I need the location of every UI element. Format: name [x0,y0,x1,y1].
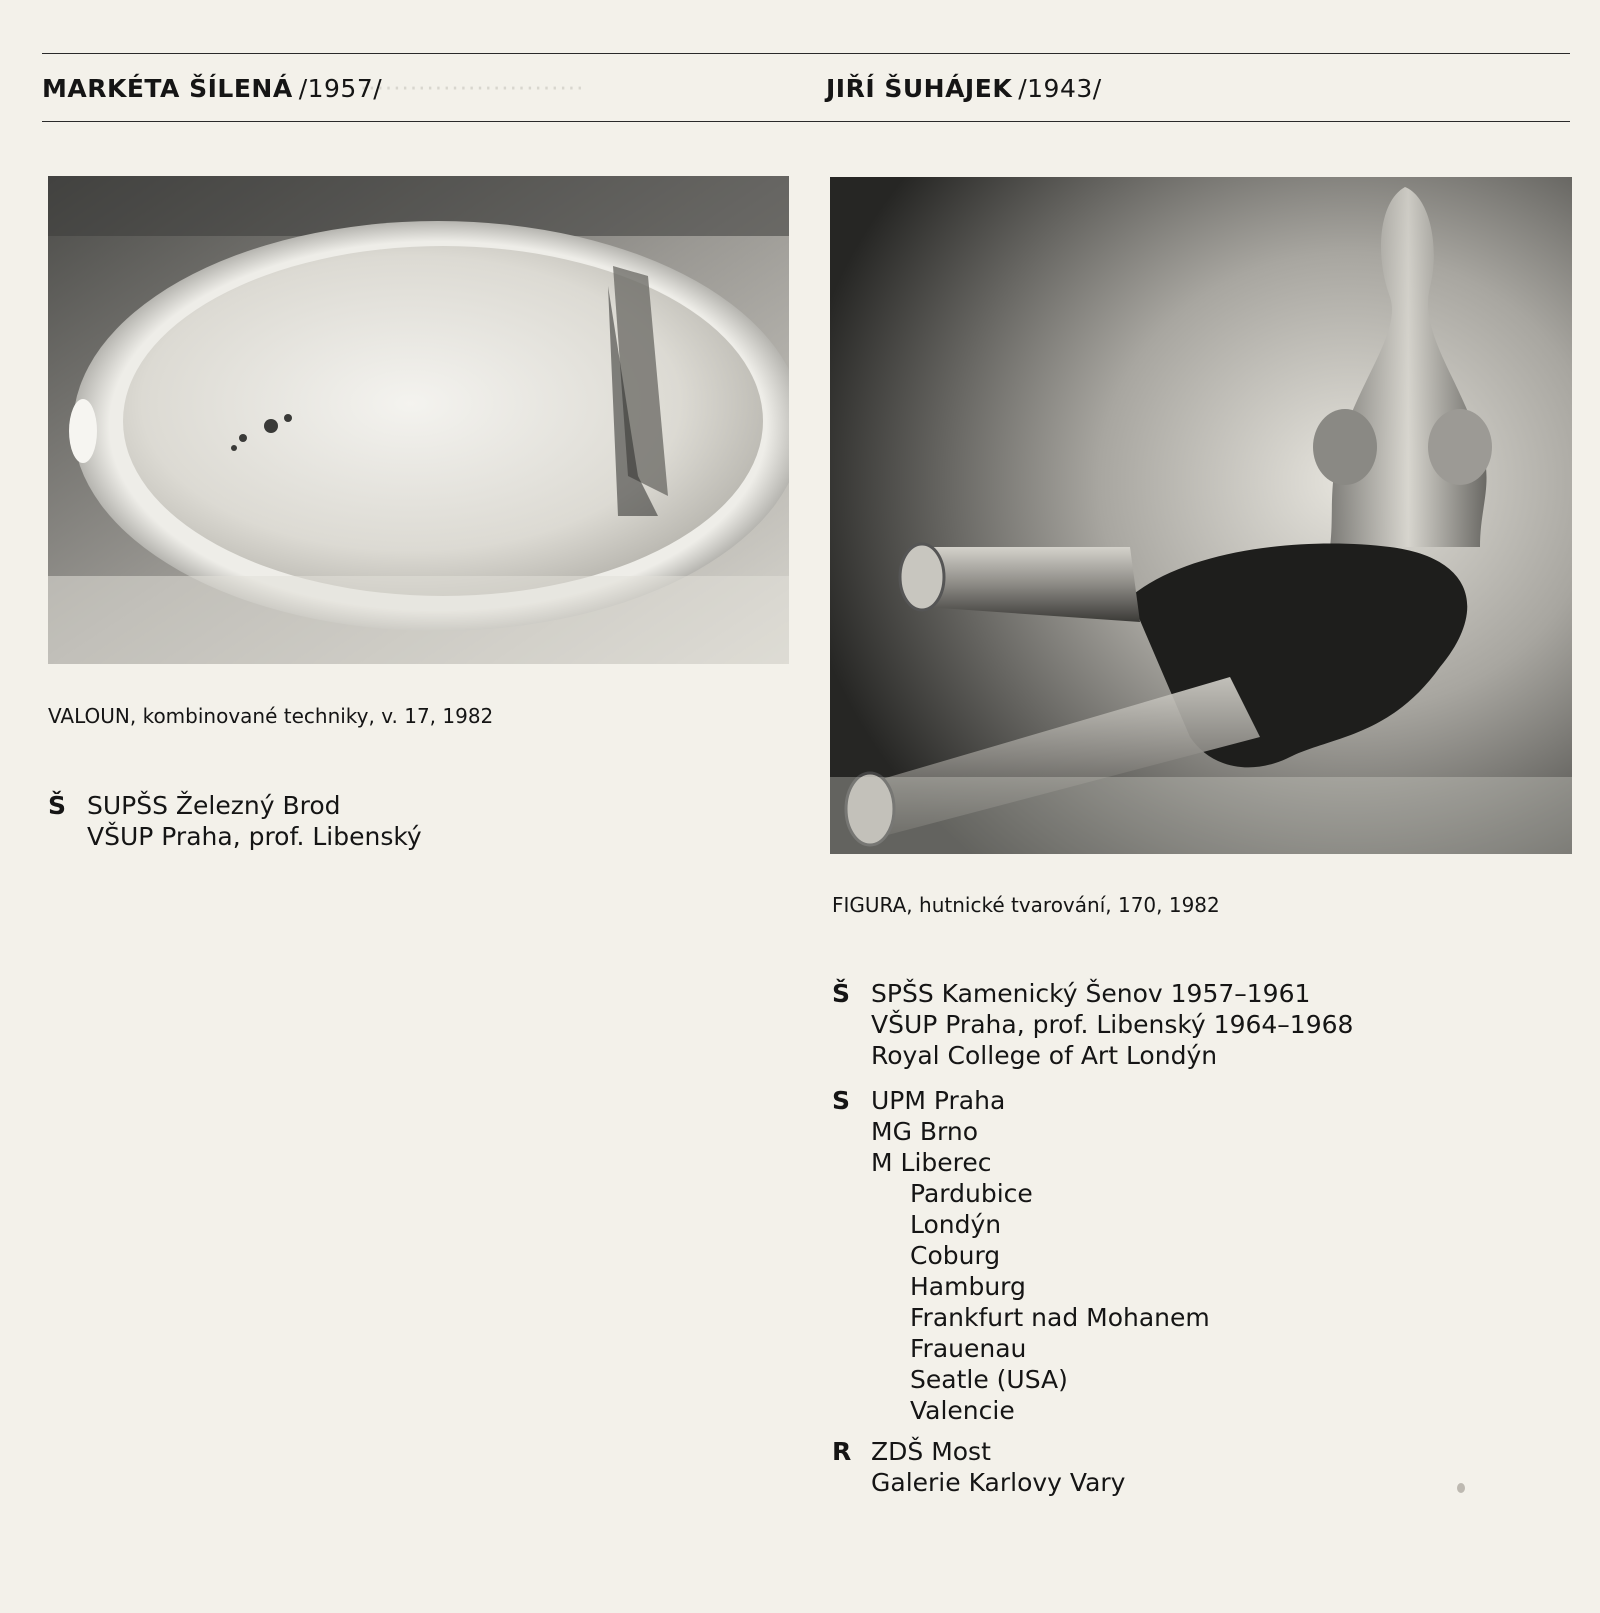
show-through-text: ··························· [360,76,585,102]
realization-item: Galerie Karlovy Vary [871,1468,1126,1497]
paper-speck [1457,1483,1465,1493]
collection-subitem: Hamburg [910,1272,1026,1301]
section-key: R [832,1437,852,1466]
collection-subitem: Frauenau [910,1334,1027,1363]
collection-item: UPM Praha [871,1086,1006,1115]
section-key: Š [832,979,851,1008]
artwork-photo-figura [830,177,1572,854]
artist-name: JIŘÍ ŠUHÁJEK [826,74,1013,103]
realization-item: ZDŠ Most [871,1437,991,1466]
collection-subitem: Seatle (USA) [910,1365,1068,1394]
artwork-caption: VALOUN, kombinované techniky, v. 17, 1982 [48,704,494,728]
artist-year: /1943/ [1018,74,1102,103]
collection-subitem: Valencie [910,1396,1015,1425]
collection-item: MG Brno [871,1117,979,1146]
education-item: SUPŠS Železný Brod [87,791,341,820]
education-item: VŠUP Praha, prof. Libenský [87,822,422,851]
education-item: SPŠS Kamenický Šenov 1957–1961 [871,979,1311,1008]
collection-subitem: Frankfurt nad Mohanem [910,1303,1210,1332]
section-key: S [832,1086,851,1115]
collection-item: M Liberec [871,1148,992,1177]
collection-subitem: Londýn [910,1210,1002,1239]
collection-subitem: Pardubice [910,1179,1033,1208]
artist-heading-left [42,74,382,103]
artwork-photo-valoun [48,176,789,664]
artist-name: MARKÉTA ŠÍLENÁ [42,74,293,103]
education-item: Royal College of Art Londýn [871,1041,1218,1070]
top-rule [42,53,1570,54]
section-key: Š [48,791,67,820]
artwork-caption: FIGURA, hutnické tvarování, 170, 1982 [832,893,1220,917]
artist-heading-right [826,74,1102,103]
collection-subitem: Coburg [910,1241,1001,1270]
bottom-rule [42,121,1570,122]
education-item: VŠUP Praha, prof. Libenský 1964–1968 [871,1010,1354,1039]
artist-year: /1957/ [298,74,383,103]
